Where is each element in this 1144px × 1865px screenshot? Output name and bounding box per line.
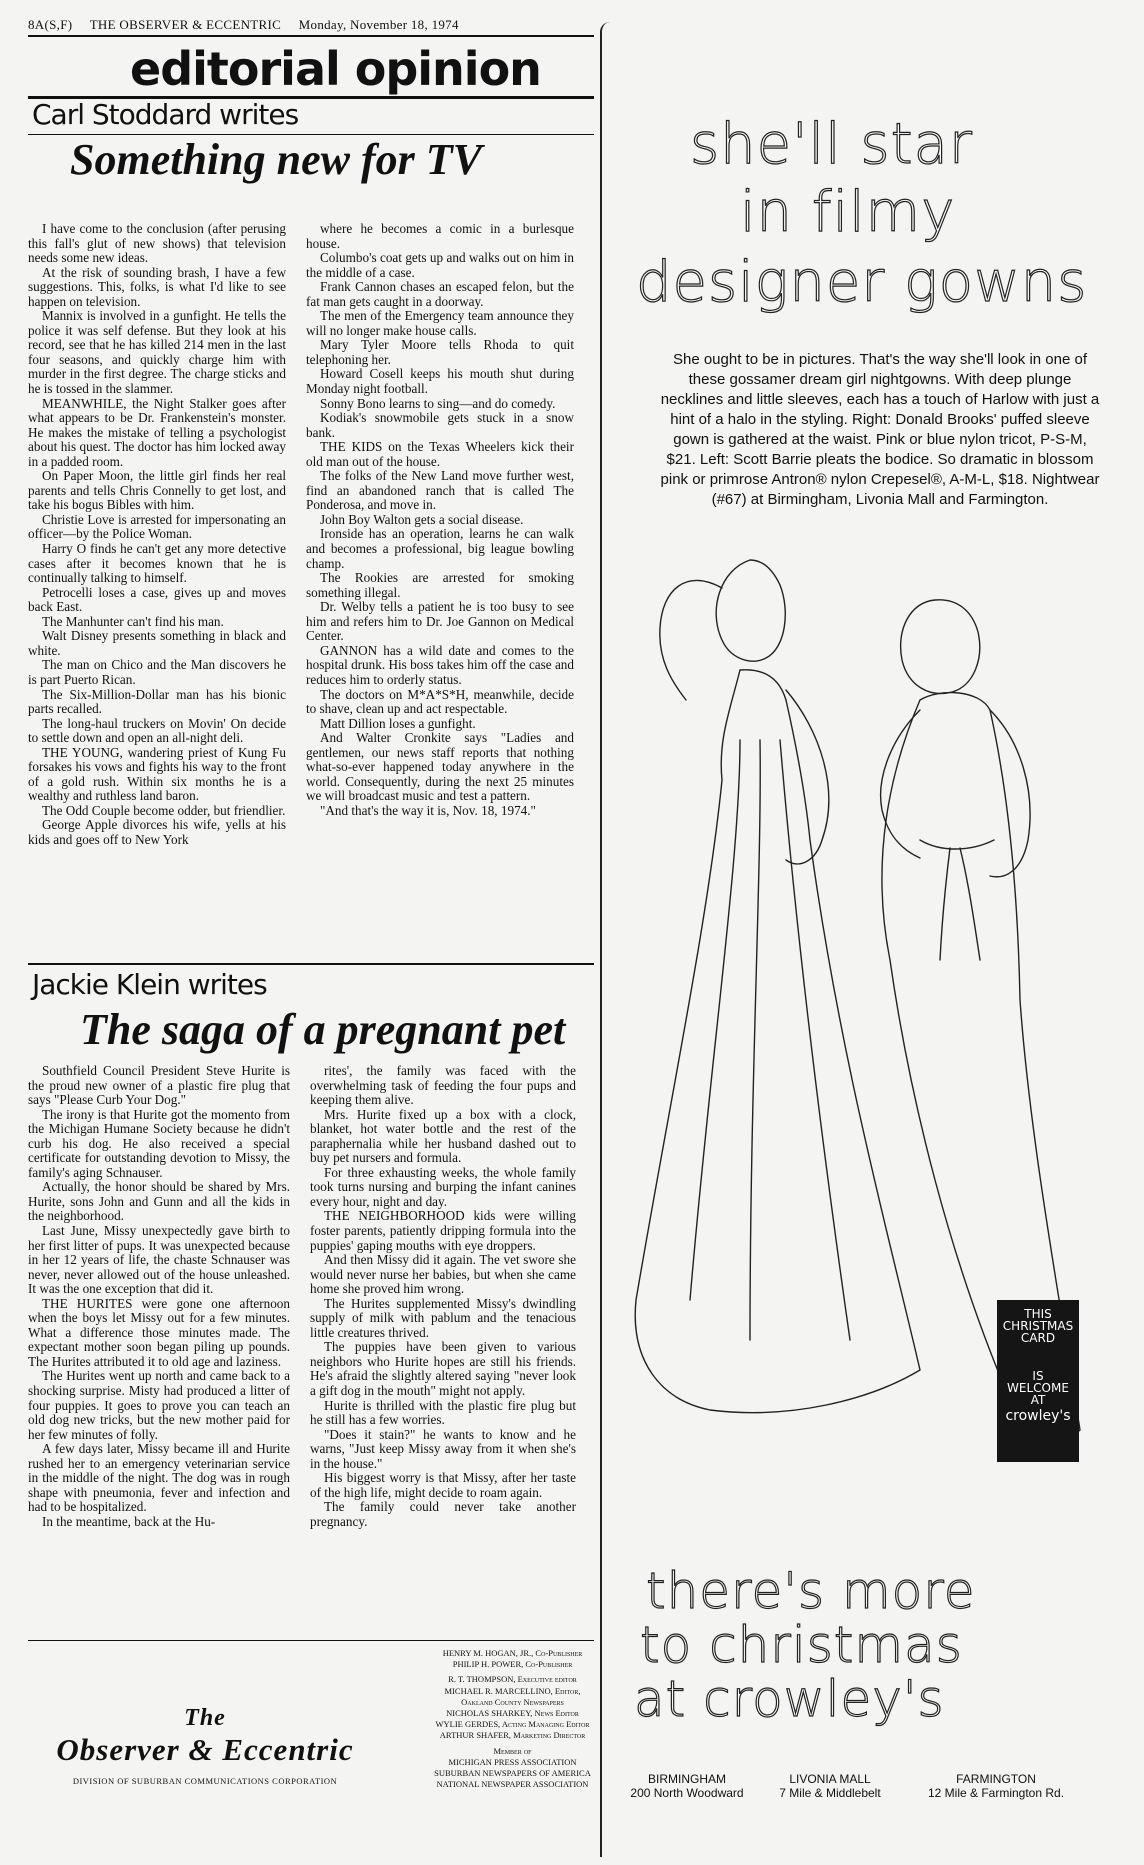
left-figure-hair — [716, 560, 785, 661]
nameplate-title: Observer & Eccentric — [56, 1732, 354, 1767]
publisher-line: HENRY M. HOGAN, JR., Co-Publisher — [442, 1648, 583, 1658]
paragraph: THE YOUNG, wandering priest of Kung Fu forsakes his vows and fights his way to the front of a gold rush. Within six months he is a wealthy and ruthless land baron. — [28, 744, 286, 804]
article2-column-1 — [28, 1064, 290, 1530]
card-line-6: AT — [1030, 1393, 1046, 1407]
paragraph: THE KIDS on the Texas Wheelers kick their old man out of the house. — [306, 439, 574, 469]
paragraph: The irony is that Hurite got the momento from the Michigan Humane Society because he didn't curb his dog. He also received a special certificate for outstanding devotion to Missy, the family's aging Schnauser. — [28, 1106, 290, 1180]
store-name: BIRMINGHAM — [648, 1772, 726, 1786]
paragraph: John Boy Walton gets a social disease. — [320, 511, 524, 527]
editor-line: MICHAEL R. MARCELLINO, Editor, — [444, 1685, 581, 1696]
paragraph: MEANWHILE, the Night Stalker goes after what appears to be Dr. Frankenstein's monster. He makes the mistake of telling a psychologist about his quest. The doctor has him locked away in a padded room. — [28, 395, 286, 469]
article1-column-2 — [306, 222, 574, 818]
store-birmingham — [612, 1772, 762, 1800]
paragraph: Dr. Welby tells a patient he is too busy to see him and refers him to Dr. Joe Gannon on Medical Center. — [306, 599, 574, 644]
paragraph: GANNON has a wild date and comes to the hospital drunk. His boss takes him off the case and reduces him to orderly status. — [306, 642, 574, 687]
store-address: 12 Mile & Farmington Rd. — [927, 1786, 1065, 1800]
store-name: FARMINGTON — [956, 1772, 1036, 1786]
editor-line: WYLIE GERDES, Acting Managing Editor — [435, 1719, 590, 1730]
paragraph: Harry O finds he can't get any more detective cases after it becomes known that he is continually talking to himself. — [28, 541, 286, 586]
card-line-2: CHRISTMAS — [1002, 1319, 1074, 1333]
editor-line: R. T. THOMPSON, Executive editor — [448, 1674, 577, 1685]
paragraph: Walt Disney presents something in black and white. — [28, 628, 286, 658]
paper-name: THE OBSERVER & ECCENTRIC — [89, 17, 282, 32]
article2-column-2 — [310, 1064, 576, 1530]
paragraph: On Paper Moon, the little girl finds her real parents and tells Chris Connelly to get lost, and take his bogus Bibles with him. — [28, 468, 286, 513]
paragraph: Petrocelli loses a case, gives up and moves back East. — [28, 584, 286, 615]
paragraph: His biggest worry is that Missy, after her taste of the high life, might decide to roam again. — [310, 1470, 576, 1500]
editors — [405, 1674, 620, 1741]
nameplate-the: The — [184, 1705, 226, 1731]
paragraph: The folks of the New Land move further west, find an abandoned ranch that is called The Ponderosa, and move in. — [306, 468, 574, 513]
paragraph: "Does it stain?" he wants to know and he warns, "Just keep Missy away from it when she's in the house." — [310, 1426, 576, 1471]
article1-byline: Carl Stoddard writes — [32, 98, 299, 131]
paragraph: The doctors on M*A*S*H, meanwhile, decide to shave, clean up and act respectable. — [306, 686, 574, 717]
paragraph: Frank Cannon chases an escaped felon, but the fat man gets caught in a doorway. — [306, 279, 574, 309]
paragraph: Last June, Missy unexpectedly gave birth to her first litter of pups. It was unexpected because in her 12 years of life, the chaste Schnauser was never, never allowed out of the house unleashed. It was the one exception that did it. — [28, 1223, 290, 1297]
paragraph: In the meantime, back at the Hu- — [42, 1513, 216, 1529]
paragraph: The Manhunter can't find his man. — [42, 613, 224, 629]
paragraph: The man on Chico and the Man discovers he is part Puerto Rican. — [28, 657, 286, 687]
crowleys-card — [997, 1300, 1079, 1462]
paragraph: Mannix is involved in a gunfight. He tells the police it was self defense. But they look at his record, see that he has killed 214 men in the last four seasons, and quickly charge him with murder in the first degree. The charge sticks and he is tossed in the slammer. — [28, 308, 286, 397]
store-address: 7 Mile & Middlebelt — [779, 1786, 881, 1800]
paragraph: And then Missy did it again. The vet swore she would never nurse her babies, but when she came home she proved him wrong. — [310, 1252, 576, 1297]
paragraph: THE NEIGHBORHOOD kids were willing foster parents, patiently dripping formula into the puppies' gaping mouths with eye droppers. — [310, 1208, 576, 1253]
nameplate-division: DIVISION OF SUBURBAN COMMUNICATIONS CORPORATION — [72, 1776, 338, 1786]
ad-tagline-line-1: there's more — [646, 1562, 976, 1620]
paragraph: Sonny Bono learns to sing—and do comedy. — [320, 395, 556, 411]
left-figure-gown — [635, 670, 920, 1413]
paragraph: Christie Love is arrested for impersonating an officer—by the Police Woman. — [28, 511, 286, 542]
issue-date: Monday, November 18, 1974 — [298, 17, 459, 32]
membership-line: Member of — [493, 1745, 532, 1756]
editor-line: NICHOLAS SHARKEY, News Editor — [446, 1708, 579, 1719]
paragraph: The long-haul truckers on Movin' On decide to settle down and open an all-night deli. — [28, 715, 286, 746]
paragraph: The puppies have been given to various neighbors who Hurite hopes are still his friends. He's afraid the slightly altered saying "never look a gift dog in the mouth" might not apply. — [310, 1339, 576, 1399]
card-line-3: CARD — [1020, 1331, 1056, 1345]
left-figure-pleats — [690, 740, 850, 1340]
left-figure-arm — [660, 580, 722, 700]
publishers — [405, 1648, 620, 1670]
paragraph: Southfield Council President Steve Hurite is the proud new owner of a plastic fire plug that says "Please Curb Your Dog." — [28, 1063, 290, 1108]
footer-rule — [28, 1640, 594, 1641]
paragraph: Mary Tyler Moore tells Rhoda to quit telephoning her. — [306, 337, 574, 367]
paragraph: THE HURITES were gone one afternoon when the boys let Missy out for a few minutes. What a difference those minutes made. The expectant mother soon began piling up pounds. The Hurites attributed it to old age and laziness. — [28, 1295, 290, 1369]
ad-copy: She ought to be in pictures. That's the way she'll look in one of these gossamer dream girl nightgowns. With deep plunge necklines and little sleeves, each has a touch of Harlow with just a hint of a halo in the styling. Right: Donald Brooks' puffed sleeve gown is gathered at the waist. Pink or blue nylon tricot, P-S-M, $21. Left: Scott Barrie pleats the bodice. So dramatic in blossom pink or primrose Antron® nylon Crepesel®, A-M-L, $18. Nightwear (#67) at Birmingham, Livonia Mall and Farmington. — [660, 351, 1100, 508]
ad-headline-line-1: she'll star — [690, 112, 973, 177]
paragraph: where he becomes a comic in a burlesque house. — [306, 221, 574, 251]
paragraph: Actually, the honor should be shared by Mrs. Hurite, sons John and Gunn and all the kids in the neighborhood. — [28, 1179, 290, 1224]
article1-headline: Something new for TV — [70, 135, 482, 184]
card-line-4: IS — [1032, 1369, 1044, 1383]
masthead — [28, 17, 588, 33]
article1-column-1 — [28, 222, 286, 848]
card-line-7: crowley's — [1005, 1408, 1071, 1424]
paragraph: "And that's the way it is, Nov. 18, 1974." — [320, 802, 536, 818]
paragraph: Matt Dillion loses a gunfight. — [320, 715, 476, 731]
article-divider — [28, 963, 594, 965]
card-line-5: WELCOME — [1007, 1381, 1069, 1395]
membership-line: MICHIGAN PRESS ASSOCIATION — [448, 1756, 577, 1767]
left-figure-arm-2 — [786, 690, 829, 864]
right-figure-arm — [881, 710, 920, 858]
paragraph: I have come to the conclusion (after perusing this fall's glut of new shows) that television needs some new ideas. — [28, 221, 286, 266]
right-figure-hair — [901, 600, 980, 694]
paragraph: The Hurites supplemented Missy's dwindling supply of milk with pablum and the tenacious little creatures thrived. — [310, 1295, 576, 1340]
membership-line: SUBURBAN NEWSPAPERS OF AMERICA — [434, 1768, 591, 1779]
store-name: LIVONIA MALL — [789, 1772, 871, 1786]
publisher-line: PHILIP H. POWER, Co-Publisher — [452, 1659, 573, 1670]
paragraph: The Rookies are arrested for smoking something illegal. — [306, 570, 574, 600]
article2-byline: Jackie Klein writes — [32, 968, 267, 1001]
right-figure-sash — [920, 840, 994, 960]
paragraph: The Hurites went up north and came back to a shocking surprise. Misty had produced a litter of four puppies. It goes to prove you can teach an old dog new tricks, but the new mother paid for her few minutes of folly. — [28, 1368, 290, 1442]
paragraph: The family could never take another pregnancy. — [310, 1499, 576, 1529]
editor-line: Oakland County Newspapers — [461, 1696, 564, 1707]
ad-headline-line-2: in filmy — [740, 180, 956, 245]
paragraph: Columbo's coat gets up and walks out on him in the middle of a case. — [306, 250, 574, 280]
paragraph: At the risk of sounding brash, I have a few suggestions. This, folks, is what I'd like to see happen on television. — [28, 264, 286, 309]
ad-headline-line-3: designer gowns — [636, 250, 1088, 315]
staff-box — [405, 1648, 620, 1794]
paragraph: And Walter Cronkite says "Ladies and gentlemen, our news staff reports that nothing what-so-ever happened today anywhere in the world. Consequently, during the next 25 minutes we will broadcast music and test a pattern. — [306, 730, 574, 804]
store-address: 200 North Woodward — [630, 1786, 744, 1800]
paragraph: Mrs. Hurite fixed up a box with a clock, blanket, hot water bottle and the rest of the paraphernalia while her husband dashed out to buy pet nursers and formula. — [310, 1106, 576, 1166]
store-livonia-mall — [770, 1772, 890, 1800]
paragraph: Howard Cosell keeps his mouth shut during Monday night football. — [306, 366, 574, 397]
memberships — [405, 1746, 620, 1791]
paragraph: George Apple divorces his wife, yells at his kids and goes off to New York — [28, 817, 286, 847]
paragraph: Kodiak's snowmobile gets stuck in a snow bank. — [306, 410, 574, 440]
right-figure-arm-2 — [990, 710, 1030, 877]
masthead-rule — [28, 35, 594, 37]
paragraph: The men of the Emergency team announce they will no longer make house calls. — [306, 308, 574, 338]
paragraph: rites', the family was faced with the overwhelming task of feeding the four pups and keeping them alive. — [310, 1063, 576, 1108]
section-title: editorial opinion — [130, 42, 541, 96]
paragraph: For three exhausting weeks, the whole family took turns nursing and burping the infant canines every hour, night and day. — [310, 1164, 576, 1209]
store-farmington — [896, 1772, 1096, 1800]
paragraph: A few days later, Missy became ill and Hurite rushed her to an emergency veterinarian service in the middle of the night. The dog was in rough shape with pneumonia, fever and infection and had to be hospitalized. — [28, 1441, 290, 1515]
membership-line: NATIONAL NEWSPAPER ASSOCIATION — [436, 1779, 589, 1790]
ad-tagline-line-2: to christmas — [640, 1616, 963, 1674]
paragraph: Ironside has an operation, learns he can walk and becomes a professional, big league bowling champ. — [306, 526, 574, 571]
nameplate — [40, 1705, 370, 1786]
card-line-1: THIS — [1024, 1307, 1052, 1321]
paragraph: The Odd Couple become odder, but friendlier. — [42, 802, 286, 818]
editor-line: ARTHUR SHAFER, Marketing Director — [439, 1730, 586, 1741]
page-number: 8A(S,F) — [28, 17, 73, 32]
paragraph: Hurite is thrilled with the plastic fire plug but he still has a few worries. — [310, 1397, 576, 1428]
ad-tagline-line-3: at crowley's — [634, 1670, 945, 1728]
paragraph: The Six-Million-Dollar man has his bionic parts recalled. — [28, 686, 286, 717]
article2-headline: The saga of a pregnant pet — [80, 1005, 566, 1054]
